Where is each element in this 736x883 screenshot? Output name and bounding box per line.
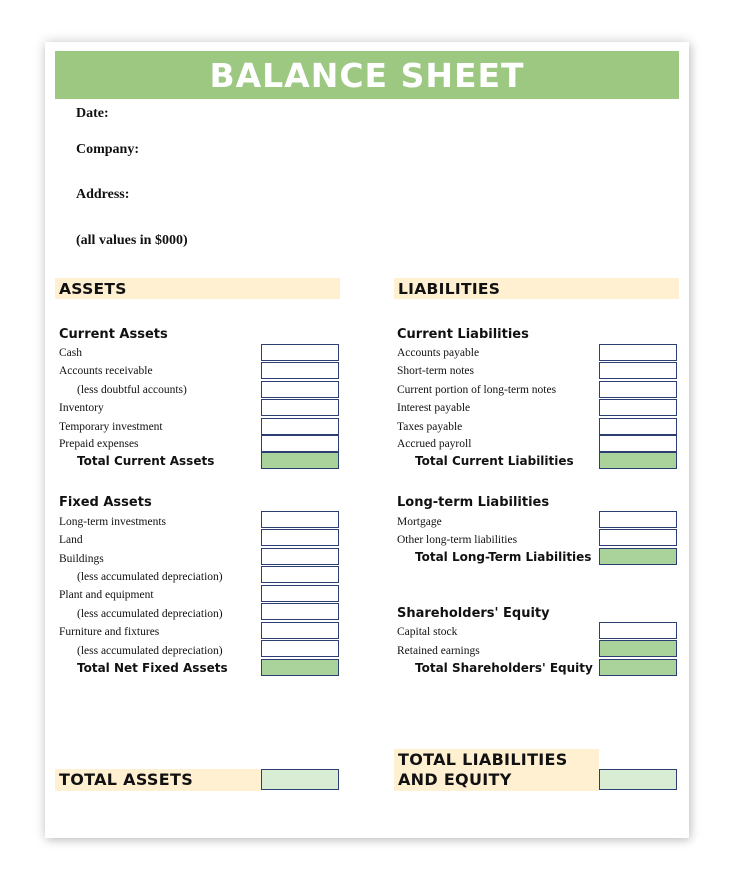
- land-input[interactable]: [261, 529, 339, 546]
- row-label: Plant and equipment: [59, 589, 154, 601]
- accounts-payable-input[interactable]: [599, 344, 677, 361]
- date-label: Date:: [76, 106, 109, 121]
- balance-sheet-page: [45, 42, 689, 838]
- short-term-notes-input[interactable]: [599, 362, 677, 379]
- total-assets-label: TOTAL ASSETS: [55, 769, 261, 791]
- furniture-fixtures-input[interactable]: [261, 622, 339, 639]
- fixed-assets-heading: Fixed Assets: [59, 495, 152, 510]
- long-term-investments-input[interactable]: [261, 511, 339, 528]
- accrued-payroll-input[interactable]: [599, 435, 677, 452]
- total-current-liabilities-label: Total Current Liabilities: [415, 454, 574, 468]
- total-net-fixed-assets-cell[interactable]: [261, 659, 339, 676]
- row-label: Capital stock: [397, 626, 458, 638]
- row-label: Mortgage: [397, 516, 442, 528]
- row-label: (less accumulated depreciation): [77, 571, 223, 583]
- total-liabilities-equity-cell[interactable]: [599, 769, 677, 790]
- inventory-input[interactable]: [261, 399, 339, 416]
- current-assets-heading: Current Assets: [59, 327, 168, 342]
- total-shareholders-equity-cell[interactable]: [599, 659, 677, 676]
- total-current-assets-cell[interactable]: [261, 452, 339, 469]
- row-label: Long-term investments: [59, 516, 166, 528]
- total-liabilities-line2: AND EQUITY: [398, 770, 512, 789]
- accounts-receivable-input[interactable]: [261, 362, 339, 379]
- row-label: Current portion of long-term notes: [397, 384, 557, 396]
- row-label: (less accumulated depreciation): [77, 645, 223, 657]
- current-liabilities-heading: Current Liabilities: [397, 327, 529, 342]
- temporary-investment-input[interactable]: [261, 418, 339, 435]
- row-label: Prepaid expenses: [59, 438, 139, 450]
- total-net-fixed-assets-label: Total Net Fixed Assets: [77, 661, 228, 675]
- shareholders-equity-heading: Shareholders' Equity: [397, 606, 550, 621]
- retained-earnings-cell[interactable]: [599, 640, 677, 657]
- long-term-liabilities-heading: Long-term Liabilities: [397, 495, 550, 510]
- page-title: BALANCE SHEET: [55, 51, 679, 99]
- row-label: Retained earnings: [397, 645, 480, 657]
- total-shareholders-equity-label: Total Shareholders' Equity: [415, 661, 593, 675]
- row-label: Temporary investment: [59, 421, 163, 433]
- values-note: (all values in $000): [76, 233, 188, 248]
- row-label: Furniture and fixtures: [59, 626, 160, 638]
- mortgage-input[interactable]: [599, 511, 677, 528]
- row-label: Accounts receivable: [59, 365, 153, 377]
- row-label: Land: [59, 534, 83, 546]
- row-label: Taxes payable: [397, 421, 463, 433]
- total-liabilities-line1: TOTAL LIABILITIES: [398, 750, 568, 769]
- row-label: Short-term notes: [397, 365, 474, 377]
- row-label: Other long-term liabilities: [397, 534, 518, 546]
- assets-header: ASSETS: [55, 278, 340, 299]
- row-label: Accrued payroll: [397, 438, 472, 450]
- doubtful-accounts-input[interactable]: [261, 381, 339, 398]
- address-label: Address:: [76, 187, 130, 202]
- row-label: Interest payable: [397, 402, 471, 414]
- taxes-payable-input[interactable]: [599, 418, 677, 435]
- total-long-term-liabilities-cell[interactable]: [599, 548, 677, 565]
- row-label: (less accumulated depreciation): [77, 608, 223, 620]
- total-liabilities-equity-label: [394, 749, 599, 791]
- furniture-depreciation-input[interactable]: [261, 640, 339, 657]
- liabilities-header: LIABILITIES: [394, 278, 679, 299]
- total-long-term-liabilities-label: Total Long-Term Liabilities: [415, 550, 592, 564]
- current-portion-notes-input[interactable]: [599, 381, 677, 398]
- buildings-input[interactable]: [261, 548, 339, 565]
- plant-depreciation-input[interactable]: [261, 603, 339, 620]
- interest-payable-input[interactable]: [599, 399, 677, 416]
- row-label: Cash: [59, 347, 82, 359]
- row-label: Accounts payable: [397, 347, 480, 359]
- total-current-assets-label: Total Current Assets: [77, 454, 215, 468]
- cash-input[interactable]: [261, 344, 339, 361]
- capital-stock-input[interactable]: [599, 622, 677, 639]
- row-label: (less doubtful accounts): [77, 384, 187, 396]
- row-label: Buildings: [59, 553, 104, 565]
- prepaid-expenses-input[interactable]: [261, 435, 339, 452]
- other-long-term-liabilities-input[interactable]: [599, 529, 677, 546]
- total-current-liabilities-cell[interactable]: [599, 452, 677, 469]
- total-assets-cell[interactable]: [261, 769, 339, 790]
- buildings-depreciation-input[interactable]: [261, 566, 339, 583]
- row-label: Inventory: [59, 402, 104, 414]
- plant-equipment-input[interactable]: [261, 585, 339, 602]
- company-label: Company:: [76, 142, 140, 157]
